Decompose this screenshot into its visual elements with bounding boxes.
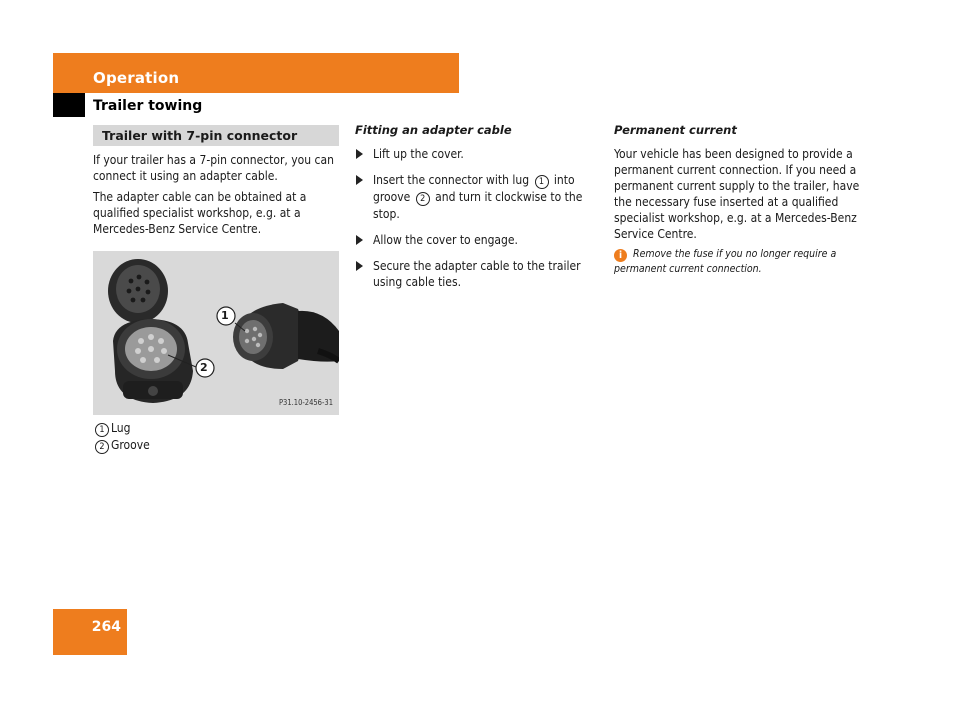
info-icon: i <box>614 249 627 262</box>
column-middle <box>355 122 600 300</box>
section-marker <box>53 93 85 117</box>
step-item <box>355 172 600 222</box>
step-item <box>355 232 600 248</box>
figure-code: P31.10-2456-31 <box>278 398 333 407</box>
column-right <box>614 122 860 277</box>
callout-1-label: 1 <box>221 309 229 322</box>
inline-number: 2 <box>416 192 430 206</box>
legend-number: 2 <box>95 440 109 454</box>
step-arrow-icon <box>356 149 363 159</box>
legend-label: Groove <box>111 438 150 452</box>
availability-paragraph: The adapter cable can be obtained at a qualified specialist workshop, e.g. at a Mercedes-Benz Service Centre. <box>93 190 307 236</box>
topic-heading: Trailer with 7-pin connector <box>93 125 339 146</box>
step-item <box>355 146 600 162</box>
step-arrow-icon <box>356 235 363 245</box>
step-text: Lift up the cover. <box>373 147 464 161</box>
socket-illustration <box>93 251 339 415</box>
intro-paragraph: If your trailer has a 7-pin connector, you can connect it using an adapter cable. <box>93 153 334 183</box>
step-text-mid: into groove <box>373 173 575 204</box>
column-left <box>93 125 339 454</box>
permanent-current-heading: Permanent current <box>614 123 737 137</box>
step-item <box>355 258 600 290</box>
subsection-title: Trailer towing <box>93 98 203 114</box>
legend-item <box>93 420 339 437</box>
section-title: Operation <box>93 69 180 87</box>
step-text: Allow the cover to engage. <box>373 233 518 247</box>
info-note-text: Remove the fuse if you no longer require a permanent current connection. <box>614 248 837 275</box>
permanent-current-paragraph: Your vehicle has been designed to provide a permanent current connection. If you need a permanent current supply to the trailer, have the necessary fuse inserted at a qualified specialist workshop, e.g. at a Mercedes-Benz Service Centre. <box>614 147 860 241</box>
legend-label: Lug <box>111 421 131 435</box>
page-number: 264 <box>91 619 121 635</box>
step-arrow-icon <box>356 175 363 185</box>
step-text: Secure the adapter cable to the trailer using cable ties. <box>373 259 581 289</box>
inline-number: 1 <box>535 175 549 189</box>
step-text-pre: Insert the connector with lug <box>373 173 533 187</box>
legend-number: 1 <box>95 423 109 437</box>
procedure-heading: Fitting an adapter cable <box>355 123 512 137</box>
socket-photo <box>93 251 339 415</box>
legend-item <box>93 437 339 454</box>
callout-2-label: 2 <box>200 361 208 374</box>
step-text-post: and turn it clockwise to the stop. <box>373 190 583 221</box>
info-note <box>614 247 860 277</box>
figure-legend <box>93 420 339 454</box>
step-arrow-icon <box>356 261 363 271</box>
page-number-box <box>53 609 127 655</box>
